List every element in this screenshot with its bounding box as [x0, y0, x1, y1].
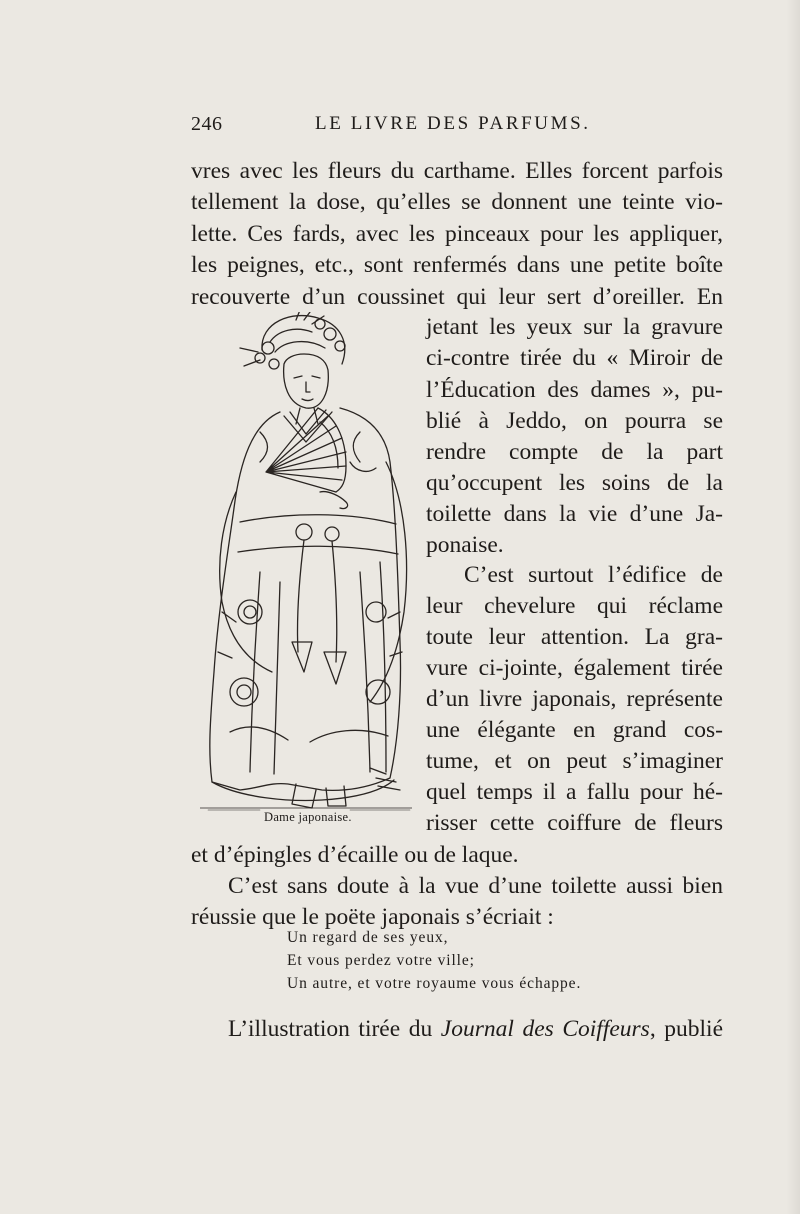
body-line: vure ci-jointe, également tirée — [426, 655, 723, 681]
paragraph-start-line: C’est sans doute à la vue d’une toilette aussi bien — [228, 873, 723, 899]
body-line: une élégante en grand cos- — [426, 717, 723, 743]
body-line: rendre compte de la part — [426, 439, 723, 465]
body-line: toute leur attention. La gra- — [426, 624, 723, 650]
body-line: ci-contre tirée du « Miroir de — [426, 345, 723, 371]
text-run: L’illustration tirée du — [228, 1016, 441, 1042]
page-number: 246 — [191, 113, 223, 135]
verse-line: Et vous perdez votre ville; — [287, 952, 475, 969]
japanese-lady-engraving-icon — [200, 312, 412, 812]
body-line: ponaise. — [426, 532, 504, 558]
body-line: toilette dans la vie d’une Ja- — [426, 501, 723, 527]
body-line: d’un livre japonais, représente — [426, 686, 723, 712]
body-line: vres avec les fleurs du carthame. Elles forcent parfois — [191, 158, 723, 184]
body-line: l’Éducation des dames », pu- — [426, 377, 723, 403]
verse-line: Un regard de ses yeux, — [287, 929, 449, 946]
body-line: les peignes, etc., sont renfermés dans une petite boîte — [191, 252, 723, 278]
running-title: LE LIVRE DES PARFUMS. — [315, 113, 591, 134]
body-line: jetant les yeux sur la gravure — [426, 314, 723, 340]
body-line: et d’épingles d’écaille ou de laque. — [191, 842, 519, 868]
body-line: leur chevelure qui réclame — [426, 593, 723, 619]
figure-caption: Dame japonaise. — [264, 810, 352, 824]
body-line: qu’occupent les soins de la — [426, 470, 723, 496]
body-line: blié à Jeddo, on pourra se — [426, 408, 723, 434]
page-header — [191, 113, 721, 143]
text-run: , publié — [649, 1016, 724, 1042]
journal-title: Journal des Coiffeurs — [440, 1016, 650, 1042]
body-line: recouverte d’un coussinet qui leur sert d’oreiller. En — [191, 284, 723, 310]
page-edge-shadow — [786, 0, 800, 1214]
body-line — [228, 1014, 723, 1044]
verse-line: Un autre, et votre royaume vous échappe. — [287, 975, 582, 992]
body-line: risser cette coiffure de fleurs — [426, 810, 723, 836]
body-line: lette. Ces fards, avec les pinceaux pour les appliquer, — [191, 221, 723, 247]
body-line: tume, et on peut s’imaginer — [426, 748, 723, 774]
body-line: tellement la dose, qu’elles se donnent une teinte vio- — [191, 189, 723, 215]
body-line: quel temps il a fallu pour hé- — [426, 779, 723, 805]
body-line: réussie que le poëte japonais s’écriait : — [191, 904, 554, 930]
paragraph-start-line: C’est surtout l’édifice de — [464, 562, 723, 588]
